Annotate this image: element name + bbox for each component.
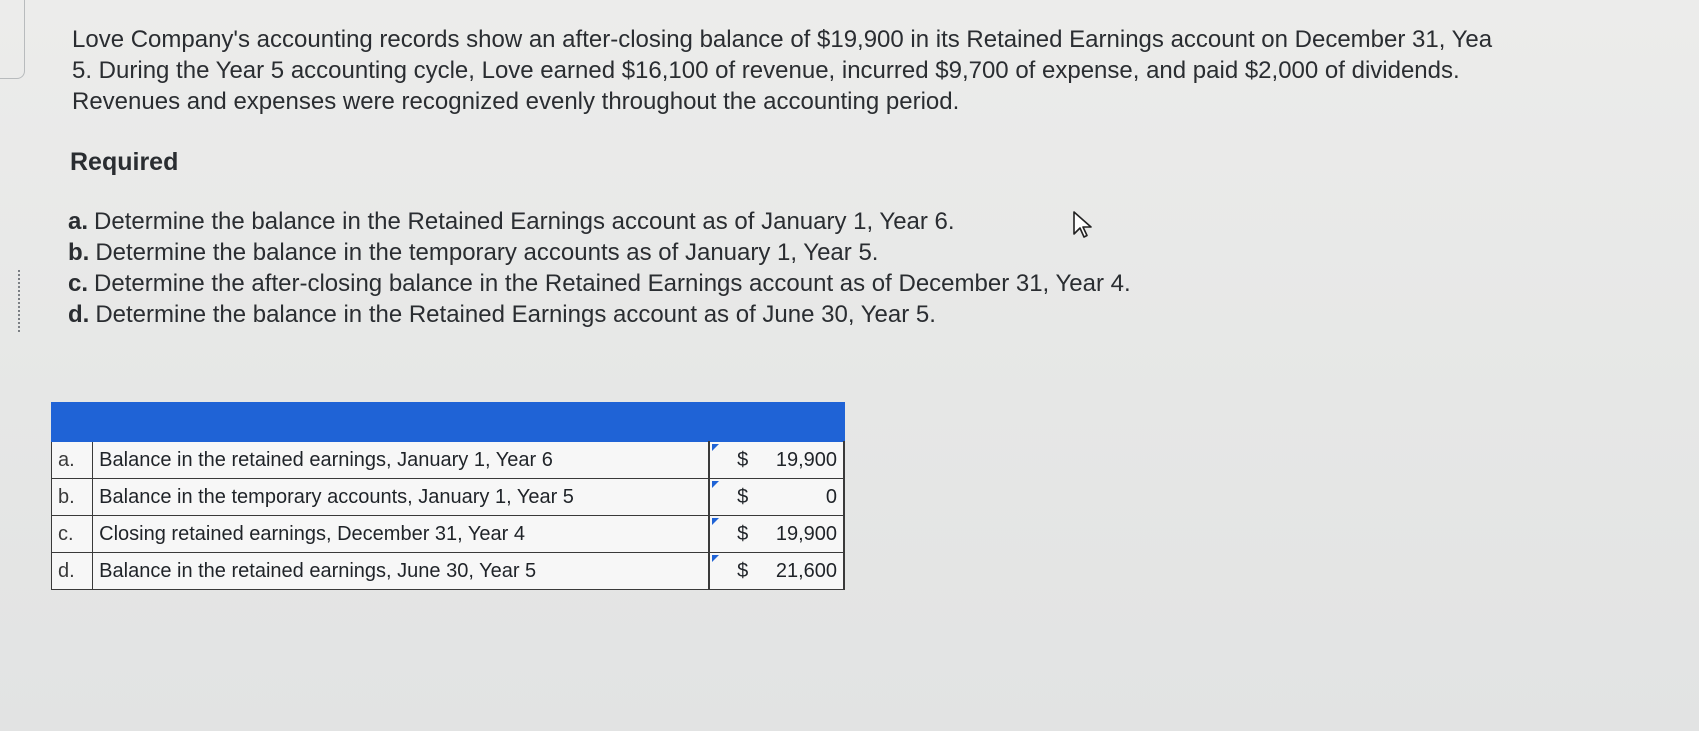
window-edge-decoration bbox=[0, 0, 25, 79]
requirement-item-b bbox=[68, 237, 1131, 268]
row-label: Closing retained earnings, December 31, Year 4 bbox=[93, 516, 709, 553]
currency-symbol-text: $ bbox=[737, 485, 749, 508]
mouse-pointer-icon bbox=[1072, 210, 1094, 245]
answer-input-a[interactable]: 19,900 bbox=[754, 442, 844, 479]
requirement-text: Determine the after-closing balance in the Retained Earnings account as of December 31, Year 4. bbox=[94, 270, 1131, 297]
currency-symbol-text: $ bbox=[737, 522, 749, 545]
currency-symbol-text: $ bbox=[737, 448, 749, 471]
row-label: Balance in the retained earnings, January 1, Year 6 bbox=[93, 442, 709, 479]
row-letter: c. bbox=[52, 516, 93, 553]
requirement-item-c bbox=[68, 268, 1131, 299]
requirement-letter: d. bbox=[68, 301, 90, 328]
problem-line-3: Revenues and expenses were recognized evenly throughout the accounting period. bbox=[72, 88, 960, 115]
table-header-row bbox=[52, 403, 845, 442]
requirement-text: Determine the balance in the Retained Earnings account as of June 30, Year 5. bbox=[95, 301, 936, 328]
row-letter: b. bbox=[52, 479, 93, 516]
table-row bbox=[52, 442, 845, 479]
problem-statement bbox=[72, 24, 1692, 117]
currency-symbol bbox=[709, 553, 754, 590]
currency-symbol bbox=[709, 516, 754, 553]
requirements-list bbox=[68, 206, 1131, 330]
row-label: Balance in the temporary accounts, January 1, Year 5 bbox=[93, 479, 709, 516]
requirement-item-d bbox=[68, 299, 1131, 330]
answer-input-c[interactable]: 19,900 bbox=[754, 516, 844, 553]
currency-symbol bbox=[709, 479, 754, 516]
requirement-text: Determine the balance in the temporary accounts as of January 1, Year 5. bbox=[95, 239, 879, 266]
requirement-text: Determine the balance in the Retained Earnings account as of January 1, Year 6. bbox=[94, 208, 955, 235]
problem-line-1: Love Company's accounting records show an after-closing balance of $19,900 in its Retained Earnings account on December 31, Yea bbox=[72, 26, 1493, 53]
input-corner-marker bbox=[712, 481, 719, 488]
table-row bbox=[52, 516, 845, 553]
answer-input-b[interactable]: 0 bbox=[754, 479, 844, 516]
requirement-letter: c. bbox=[68, 270, 89, 297]
table-header-bar bbox=[52, 403, 845, 442]
problem-line-2: 5. During the Year 5 accounting cycle, Love earned $16,100 of revenue, incurred $9,700 of expense, and paid $2,000 of dividends. bbox=[72, 57, 1460, 84]
requirement-item-a bbox=[68, 206, 1131, 237]
currency-symbol bbox=[709, 442, 754, 479]
row-label: Balance in the retained earnings, June 30, Year 5 bbox=[93, 553, 709, 590]
required-heading: Required bbox=[70, 148, 179, 176]
requirement-letter: b. bbox=[68, 239, 90, 266]
answer-input-d[interactable]: 21,600 bbox=[754, 553, 844, 590]
requirement-letter: a. bbox=[68, 208, 89, 235]
table-row bbox=[52, 479, 845, 516]
table-row bbox=[52, 553, 845, 590]
currency-symbol-text: $ bbox=[737, 559, 749, 582]
input-corner-marker bbox=[712, 518, 719, 525]
row-letter: a. bbox=[52, 442, 93, 479]
row-letter: d. bbox=[52, 553, 93, 590]
input-corner-marker bbox=[712, 444, 719, 451]
answer-table bbox=[51, 402, 845, 590]
input-corner-marker bbox=[712, 555, 719, 562]
dotted-margin-marker bbox=[0, 270, 20, 332]
